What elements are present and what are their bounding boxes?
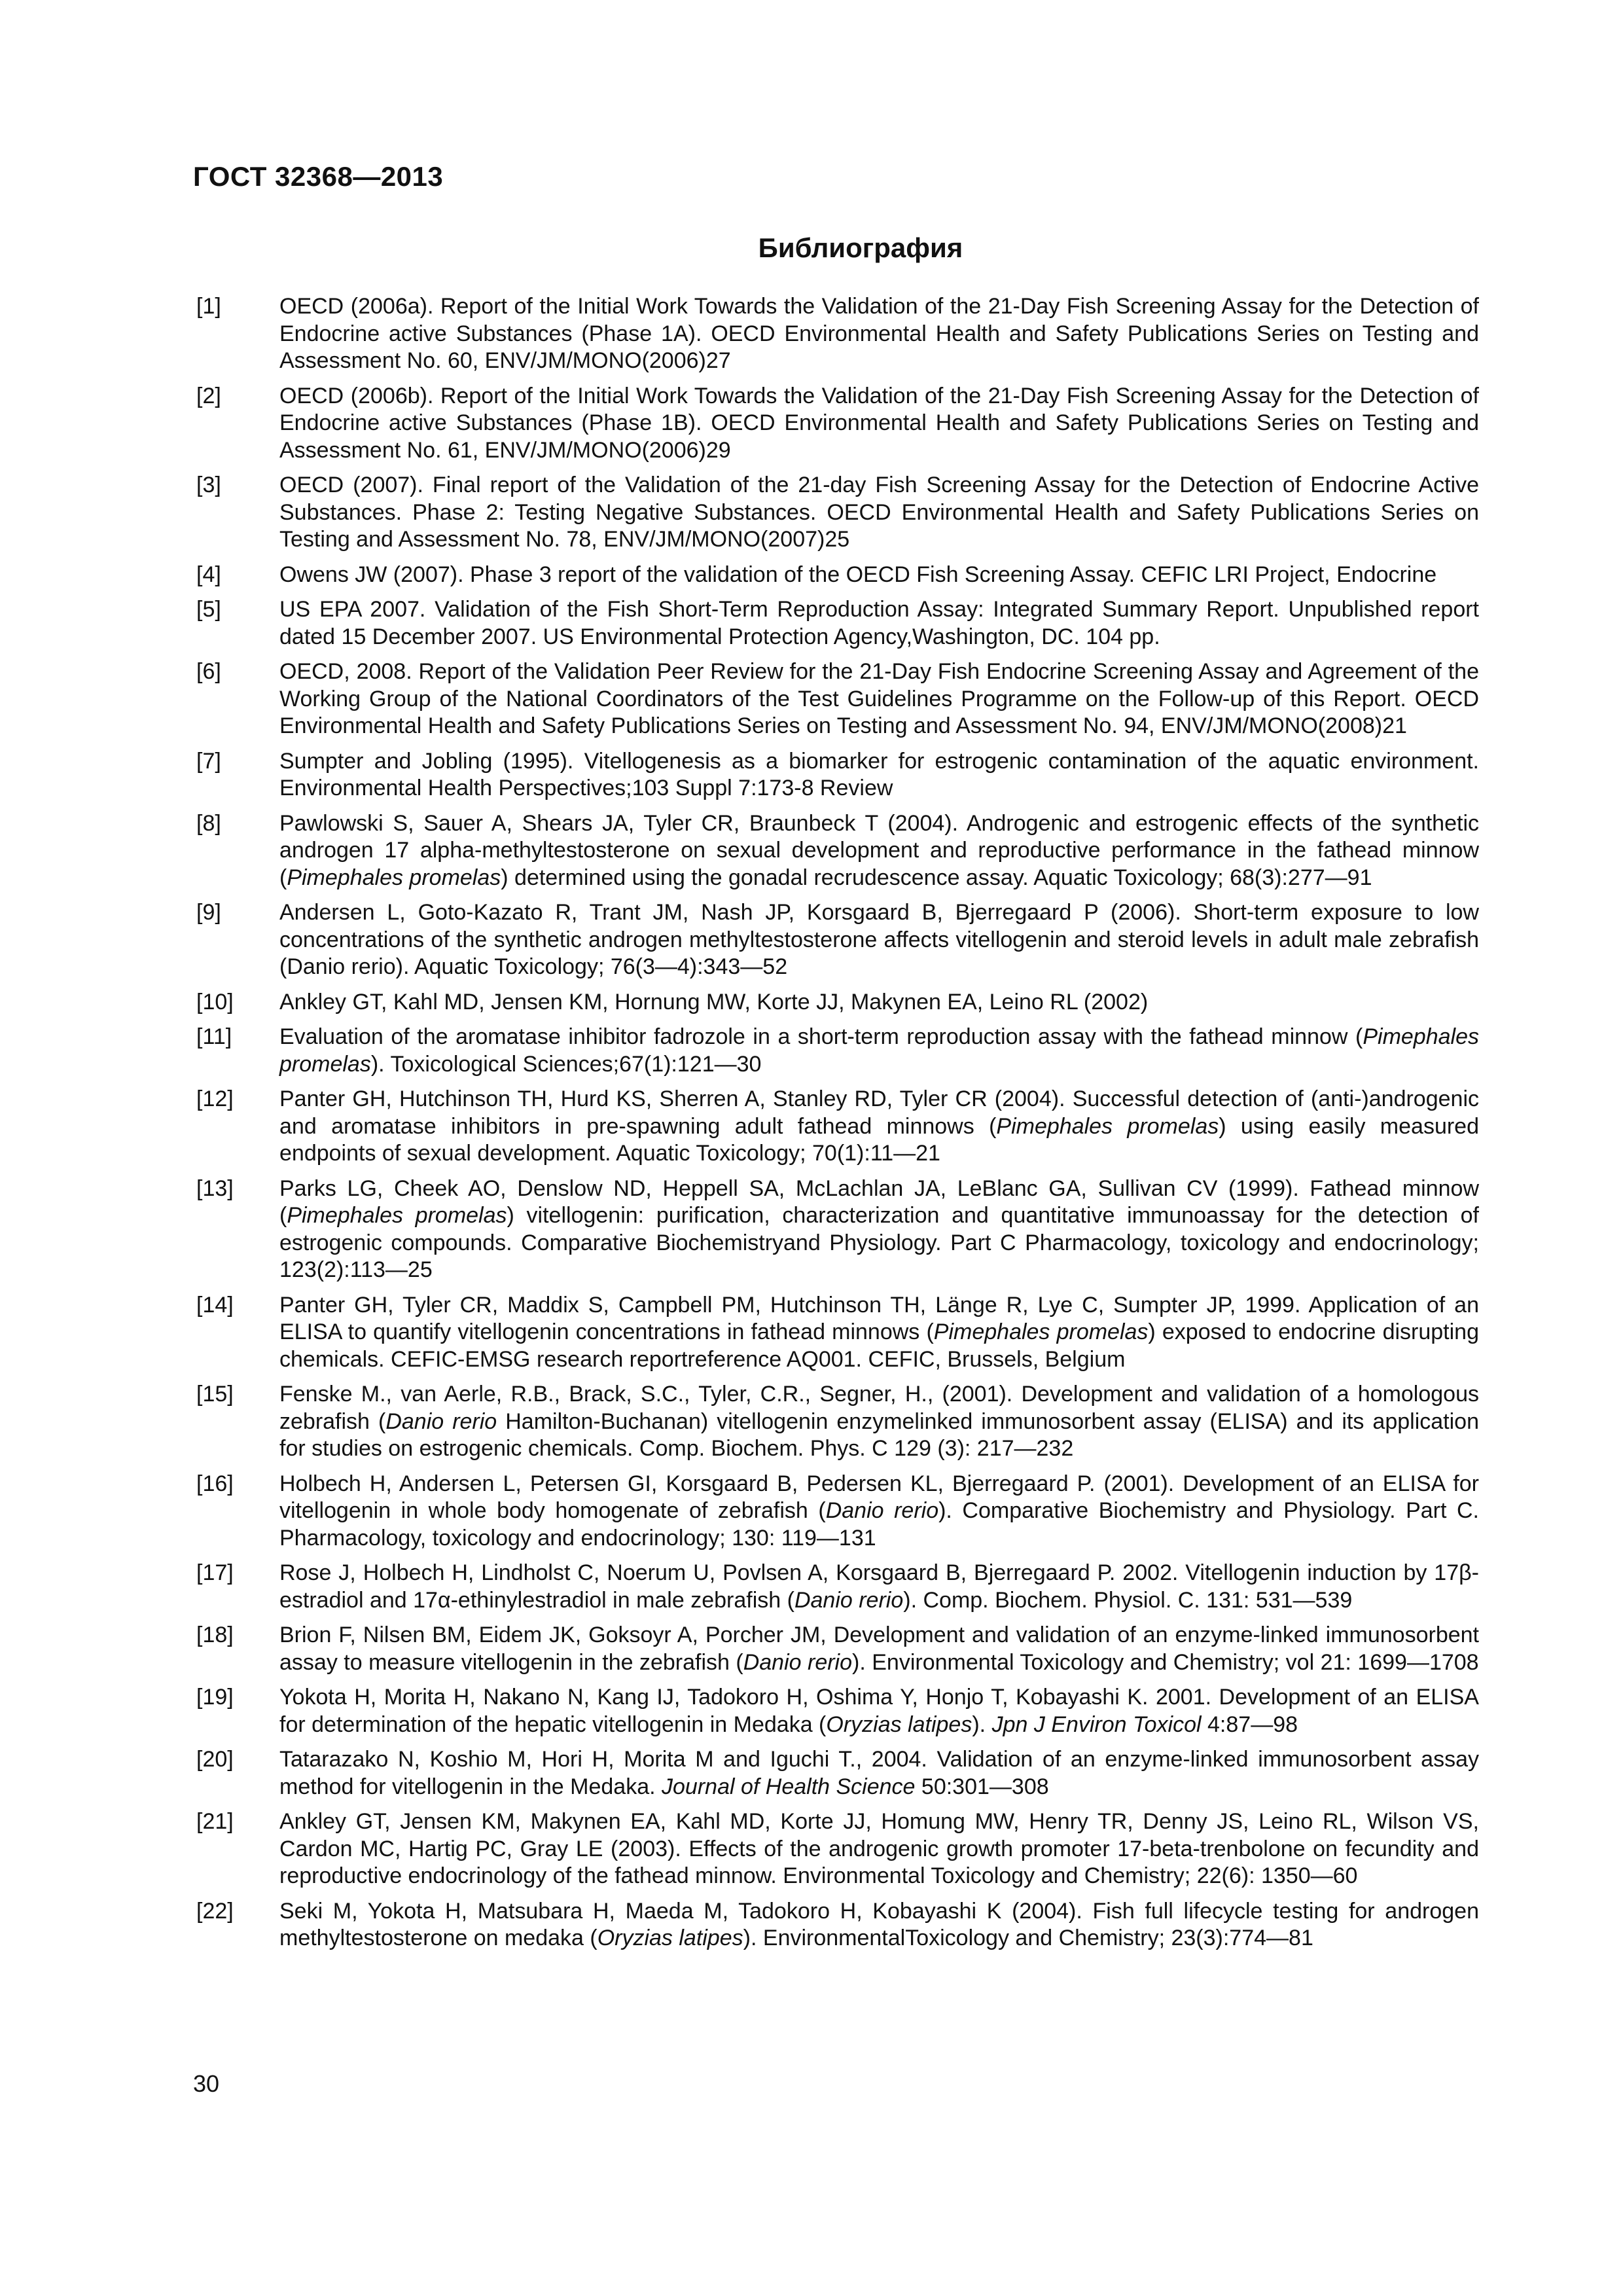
- reference-text-part: 50:301—308: [915, 1774, 1049, 1799]
- reference-text: [279, 810, 1479, 892]
- reference-item: [196, 748, 1479, 802]
- reference-text-part: ) vitellogenin: purification, characterization and quantitative immunoassay for the detection of estrogenic compounds. Comparative Biochemistryand Physiology. Part C Pharmacology, toxicology and endocrinology; 123(2):113—25: [279, 1203, 1480, 1282]
- reference-text: [279, 383, 1479, 465]
- reference-text-part: Hamilton-Buchanan) vitellogenin enzymelinked immunosorbent assay (ELISA) and its application for studies on estrogenic chemicals. Comp. Biochem. Phys. C 129 (3): 217—232: [279, 1408, 1479, 1461]
- reference-text-part: Tatarazako N, Koshio M, Hori H, Morita M and Iguchi T., 2004. Validation of an enzyme-linked immunosorbent assay method for vitellogenin in the Medaka.: [279, 1747, 1479, 1799]
- reference-text: [279, 472, 1479, 554]
- reference-text: [279, 1898, 1479, 1952]
- reference-number: [4]: [196, 562, 221, 587]
- reference-number: [2]: [196, 383, 221, 408]
- reference-item: [196, 989, 1479, 1016]
- reference-item: [196, 1684, 1479, 1738]
- reference-text-italic: Jpn J Environ Toxicol: [991, 1712, 1202, 1737]
- reference-number: [7]: [196, 748, 221, 774]
- reference-number: [16]: [196, 1471, 234, 1496]
- reference-text: [279, 658, 1479, 740]
- reference-item: [196, 472, 1479, 554]
- reference-text-italic: Pimephales promelas: [287, 865, 501, 890]
- reference-item: [196, 1175, 1479, 1284]
- reference-item: [196, 596, 1479, 651]
- reference-item: [196, 1622, 1479, 1676]
- reference-number: [14]: [196, 1292, 234, 1318]
- reference-text-italic: Danio rerio: [825, 1498, 939, 1523]
- reference-number: [15]: [196, 1382, 234, 1407]
- reference-text: [279, 1622, 1479, 1676]
- reference-number: [8]: [196, 810, 221, 836]
- reference-text: [279, 1746, 1479, 1801]
- reference-text-italic: Pimephales promelas: [287, 1203, 507, 1228]
- reference-text: [279, 1024, 1479, 1078]
- reference-text-part: Rose J, Holbech H, Lindholst C, Noerum U, Povlsen A, Korsgaard B, Bjerregaard P. 2002. Vitellogenin induction by 17β-estradiol and 17α-ethinylestradiol in male zebrafish (: [279, 1560, 1479, 1613]
- reference-text-part: ). Comparative Biochemistry and Physiology. Part C. Pharmacology, toxicology and endocrinology; 130: 119—131: [279, 1498, 1479, 1551]
- reference-text: [279, 1471, 1479, 1552]
- reference-number: [13]: [196, 1175, 234, 1201]
- reference-text-part: ) determined using the gonadal recrudescence assay. Aquatic Toxicology; 68(3):277—91: [501, 865, 1372, 890]
- reference-text-part: OECD, 2008. Report of the Validation Peer Review for the 21-Day Fish Endocrine Screening Assay and Agreement of the Working Group of the National Coordinators of the Test Guidelines Programme on the Follow-up of this Report. OECD Environmental Health and Safety Publications Series on Testing and Assessment No. 94, ENV/JM/MONO(2008)21: [279, 659, 1479, 738]
- page-number: 30: [193, 2070, 220, 2097]
- reference-item: [196, 658, 1479, 740]
- reference-text-part: Ankley GT, Kahl MD, Jensen KM, Hornung MW, Korte JJ, Makynen EA, Leino RL (2002): [279, 989, 1149, 1014]
- reference-item: [196, 1746, 1479, 1801]
- reference-number: [11]: [196, 1024, 232, 1049]
- reference-text-italic: Pimephales promelas: [279, 1024, 1479, 1077]
- reference-text-part: ). Comp. Biochem. Physiol. C. 131: 531—539: [903, 1587, 1353, 1613]
- reference-item: [196, 293, 1479, 375]
- reference-list: [196, 293, 1479, 1960]
- reference-text-part: Ankley GT, Jensen KM, Makynen EA, Kahl MD, Korte JJ, Homung MW, Henry TR, Denny JS, Leino RL, Wilson VS, Cardon MC, Hartig PC, Gray LE (2003). Effects of the androgenic growth promoter 17-beta-trenbolone on fecundity and reproductive endocrinology of the fathead minnow. Environmental Toxicology and Chemistry; 22(6): 1350—60: [279, 1809, 1479, 1888]
- reference-number: [20]: [196, 1747, 234, 1772]
- reference-number: [5]: [196, 597, 221, 622]
- reference-text: [279, 1381, 1479, 1463]
- reference-text-part: 4:87—98: [1201, 1712, 1298, 1737]
- reference-text: [279, 1292, 1479, 1374]
- reference-text-part: Andersen L, Goto-Kazato R, Trant JM, Nash JP, Korsgaard B, Bjerregaard P (2006). Short-term exposure to low concentrations of the synthetic androgen methyltestosterone affects vitellogenin and steroid levels in adult male zebrafish (Danio rerio). Aquatic Toxicology; 76(3—4):343—52: [279, 900, 1479, 979]
- reference-text-part: ) exposed to endocrine disrupting chemicals. CEFIC-EMSG research reportreference AQ001. CEFIC, Brussels, Belgium: [279, 1319, 1479, 1372]
- reference-item: [196, 1898, 1479, 1952]
- reference-text-italic: Pimephales promelas: [933, 1319, 1149, 1344]
- reference-number: [12]: [196, 1086, 234, 1111]
- reference-text-part: US EPA 2007. Validation of the Fish Short-Term Reproduction Assay: Integrated Summary Report. Unpublished report dated 15 December 2007. US Environmental Protection Agency,Washington, DC. 104 pp.: [279, 597, 1479, 649]
- reference-number: [6]: [196, 659, 221, 684]
- reference-number: [19]: [196, 1685, 234, 1710]
- document-code: ГОСТ 32368—2013: [193, 161, 444, 192]
- reference-number: [17]: [196, 1560, 234, 1585]
- reference-item: [196, 383, 1479, 465]
- reference-item: [196, 1024, 1479, 1078]
- reference-text: [279, 1175, 1479, 1284]
- reference-text-part: ) using easily measured endpoints of sexual development. Aquatic Toxicology; 70(1):11—21: [279, 1113, 1480, 1166]
- reference-item: [196, 1292, 1479, 1374]
- reference-text: [279, 1086, 1479, 1168]
- reference-item: [196, 562, 1479, 589]
- reference-text-part: OECD (2006a). Report of the Initial Work Towards the Validation of the 21-Day Fish Screening Assay for the Detection of Endocrine active Substances (Phase 1A). OECD Environmental Health and Safety Publications Series on Testing and Assessment No. 60, ENV/JM/MONO(2006)27: [279, 294, 1479, 373]
- reference-text: [279, 899, 1479, 981]
- reference-number: [10]: [196, 989, 234, 1014]
- reference-text-part: Evaluation of the aromatase inhibitor fadrozole in a short-term reproduction assay with the fathead minnow (: [279, 1024, 1363, 1049]
- reference-text: [279, 1684, 1479, 1738]
- reference-item: [196, 1808, 1479, 1890]
- reference-text-part: Brion F, Nilsen BM, Eidem JK, Goksoyr A, Porcher JM, Development and validation of an enzyme-linked immunosorbent assay to measure vitellogenin in the zebrafish (: [279, 1623, 1479, 1675]
- reference-item: [196, 899, 1479, 981]
- reference-item: [196, 1471, 1479, 1552]
- reference-text-part: Seki M, Yokota H, Matsubara H, Maeda M, Tadokoro H, Kobayashi K (2004). Fish full lifecycle testing for androgen methyltestosterone on medaka (: [279, 1898, 1479, 1950]
- reference-text: [279, 293, 1479, 375]
- reference-item: [196, 1381, 1479, 1463]
- reference-text-part: Fenske M., van Aerle, R.B., Brack, S.C., Tyler, C.R., Segner, H., (2001). Development and validation of a homologous zebrafish (: [279, 1382, 1479, 1434]
- reference-text-italic: Danio rerio: [794, 1587, 904, 1613]
- reference-text-part: Sumpter and Jobling (1995). Vitellogenesis as a biomarker for estrogenic contamination of the aquatic environment. Environmental Health Perspectives;103 Suppl 7:173-8 Review: [279, 748, 1479, 800]
- reference-text-part: Holbech H, Andersen L, Petersen GI, Korsgaard B, Pedersen KL, Bjerregaard P. (2001). Development of an ELISA for vitellogenin in whole body homogenate of zebrafish (: [279, 1471, 1479, 1523]
- reference-number: [1]: [196, 294, 221, 319]
- reference-text-part: ). Toxicological Sciences;67(1):121—30: [370, 1051, 762, 1077]
- reference-text-part: Owens JW (2007). Phase 3 report of the validation of the OECD Fish Screening Assay. CEFIC LRI Project, Endocrine: [279, 562, 1437, 587]
- reference-number: [18]: [196, 1623, 234, 1647]
- reference-text-italic: Danio rerio: [743, 1649, 853, 1675]
- reference-text: [279, 1808, 1479, 1890]
- reference-item: [196, 1560, 1479, 1614]
- reference-number: [22]: [196, 1898, 234, 1924]
- reference-text-italic: Oryzias latipes: [826, 1712, 972, 1737]
- reference-text: [279, 596, 1479, 651]
- reference-text: [279, 562, 1479, 589]
- reference-text: [279, 1560, 1479, 1614]
- reference-text-part: OECD (2007). Final report of the Validation of the 21-day Fish Screening Assay for the Detection of Endocrine Active Substances. Phase 2: Testing Negative Substances. OECD Environmental Health and Safety Publications Series on Testing and Assessment No. 78, ENV/JM/MONO(2007)25: [279, 473, 1479, 552]
- reference-text-part: Panter GH, Tyler CR, Maddix S, Campbell PM, Hutchinson TH, Länge R, Lye C, Sumpter JP, 1999. Application of an ELISA to quantify vitellogenin concentrations in fathead minnows (: [279, 1292, 1479, 1344]
- reference-text-italic: Danio rerio: [385, 1408, 497, 1434]
- reference-number: [21]: [196, 1809, 234, 1834]
- reference-text-part: OECD (2006b). Report of the Initial Work Towards the Validation of the 21-Day Fish Screening Assay for the Detection of Endocrine active Substances (Phase 1B). OECD Environmental Health and Safety Publications Series on Testing and Assessment No. 61, ENV/JM/MONO(2006)29: [279, 383, 1479, 463]
- reference-item: [196, 810, 1479, 892]
- reference-number: [3]: [196, 473, 221, 497]
- bibliography-title: Библиография: [758, 232, 963, 263]
- reference-text-part: ). EnvironmentalToxicology and Chemistry; 23(3):774—81: [743, 1926, 1313, 1950]
- reference-item: [196, 1086, 1479, 1168]
- reference-text-italic: Oryzias latipes: [597, 1926, 743, 1950]
- reference-text-part: Parks LG, Cheek AO, Denslow ND, Heppell SA, McLachlan JA, LeBlanc GA, Sullivan CV (1999). Fathead minnow (: [279, 1175, 1479, 1228]
- reference-text-part: ).: [972, 1712, 992, 1737]
- reference-text-part: ). Environmental Toxicology and Chemistry; vol 21: 1699—1708: [852, 1649, 1479, 1675]
- reference-text: [279, 989, 1479, 1016]
- reference-number: [9]: [196, 900, 221, 925]
- reference-text: [279, 748, 1479, 802]
- reference-text-part: Panter GH, Hutchinson TH, Hurd KS, Sherren A, Stanley RD, Tyler CR (2004). Successful detection of (anti-)androgenic and aromatase inhibitors in pre-spawning adult fathead minnows (: [279, 1086, 1479, 1139]
- reference-text-italic: Pimephales promelas: [996, 1113, 1219, 1139]
- reference-text-part: Pawlowski S, Sauer A, Shears JA, Tyler CR, Braunbeck T (2004). Androgenic and estrogenic effects of the synthetic androgen 17 alpha-methyltestosterone on sexual development and reproductive performance in the fathead minnow (: [279, 810, 1479, 890]
- reference-text-italic: Journal of Health Science: [662, 1774, 916, 1799]
- reference-text-part: Yokota H, Morita H, Nakano N, Kang IJ, Tadokoro H, Oshima Y, Honjo T, Kobayashi K. 2001. Development of an ELISA for determination of the hepatic vitellogenin in Medaka (: [279, 1685, 1479, 1737]
